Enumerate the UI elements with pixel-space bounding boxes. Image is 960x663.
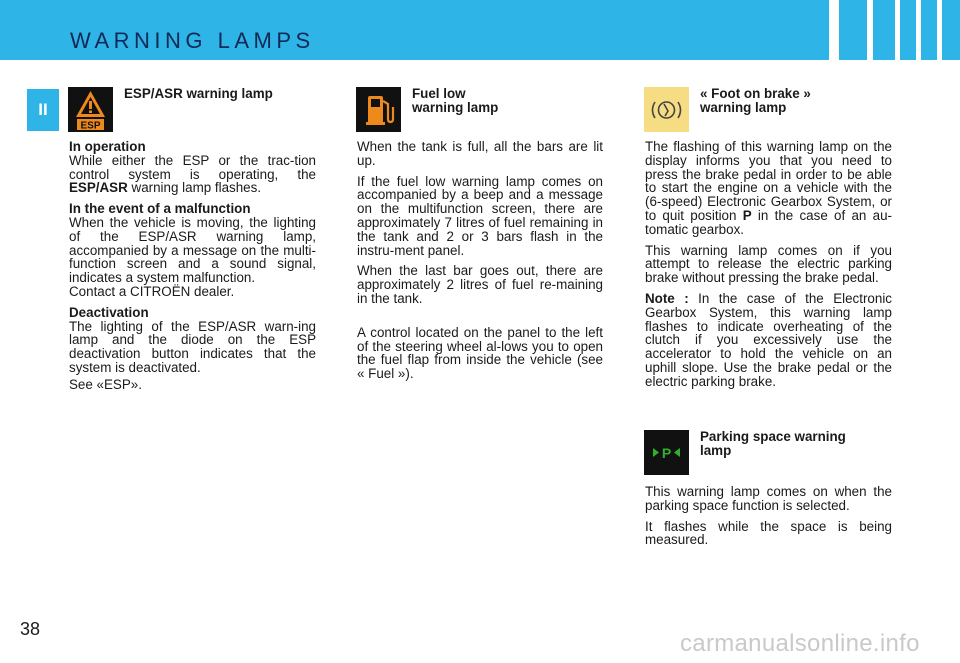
brake-lamp-title: « Foot on brake » warning lamp — [700, 86, 811, 115]
esp-warning-icon — [68, 87, 113, 132]
fuel-pump-icon — [356, 87, 401, 132]
watermark: carmanualsonline.info — [680, 630, 920, 657]
chapter-tab: II — [27, 89, 59, 131]
header-stripe — [895, 0, 900, 60]
header-band — [0, 0, 960, 60]
esp-operation-heading: In operation — [69, 139, 146, 154]
fuel-text-3: When the last bar goes out, there are approximately 2 litres of fuel re-maining in the tank. — [357, 263, 603, 306]
fuel-text-1: When the tank is full, all the bars are lit up. — [357, 139, 603, 168]
fuel-lamp-title: Fuel low warning lamp — [412, 86, 499, 115]
parking-text-2: It flashes while the space is being measured. — [645, 518, 892, 548]
header-stripe — [937, 0, 942, 60]
parking-lamp-title: Parking space warning lamp — [700, 429, 846, 458]
fuel-column — [357, 140, 603, 388]
esp-contact-text: Contact a CITROËN dealer. — [69, 283, 235, 299]
fuel-text-4: A control located on the panel to the left of the steering wheel al-lows you to open the fuel flap from inside the vehicle (see « Fuel »). — [357, 324, 603, 382]
esp-malfunction-heading: In the event of a malfunction — [69, 201, 251, 217]
parking-icon-label: P — [661, 445, 672, 461]
page-number: 38 — [20, 619, 41, 639]
page-title: WARNING LAMPS — [70, 28, 315, 53]
parking-text-1: This warning lamp comes on when the parking space function is selected. — [645, 484, 892, 513]
esp-icon-label: ESP — [80, 120, 101, 132]
brake-text-2: This warning lamp comes on if you attempt to release the electric parking brake without pressing the brake pedal. — [645, 242, 892, 286]
brake-note: Note : In the case of the Electronic Gearbox System, this warning lamp flashes to indicate overheating of the clutch if you excessively use the accelerator to hold the vehicle on an uphill slope. Use the brake pedal or the electric parking brake. — [645, 290, 892, 389]
parking-column — [645, 485, 892, 554]
header-stripe — [867, 0, 873, 60]
brake-text-1: The flashing of this warning lamp on the display informs you that you need to press the brake pedal in order to be able to start the engine on a vehicle with the (6-speed) Electronic Gearbox System, or to quit position P in the case of an au-tomatic gearbox. — [645, 139, 892, 237]
header-stripe — [829, 0, 839, 60]
esp-lamp-title: ESP/ASR warning lamp — [124, 86, 273, 101]
fuel-text-2: If the fuel low warning lamp comes on accompanied by a beep and a message on the multifunction screen, there are approximately 7 litres of fuel remaining in the tank and 2 or 3 bars flash in the instru-ment panel. — [357, 173, 603, 258]
esp-deactivation-heading: Deactivation — [69, 304, 149, 320]
esp-deactivation-text: The lighting of the ESP/ASR warn-ing lamp and the diode on the ESP deactivation button indicates that the system is deactivated. — [69, 318, 316, 375]
header-stripe — [916, 0, 921, 60]
esp-column — [69, 140, 316, 399]
esp-malfunction-text: When the vehicle is moving, the lighting of the ESP/ASR warning lamp, accompanied by a message on the multi-function screen and a sound signal, indicates a system malfunction. — [69, 214, 316, 286]
esp-operation-text: While either the ESP or the trac-tion control system is operating, the ESP/ASR warning lamp flashes. — [69, 152, 316, 196]
parking-space-icon — [644, 430, 689, 475]
brake-column — [645, 140, 892, 396]
foot-on-brake-icon — [644, 87, 689, 132]
esp-see-text: See «ESP». — [69, 376, 142, 392]
